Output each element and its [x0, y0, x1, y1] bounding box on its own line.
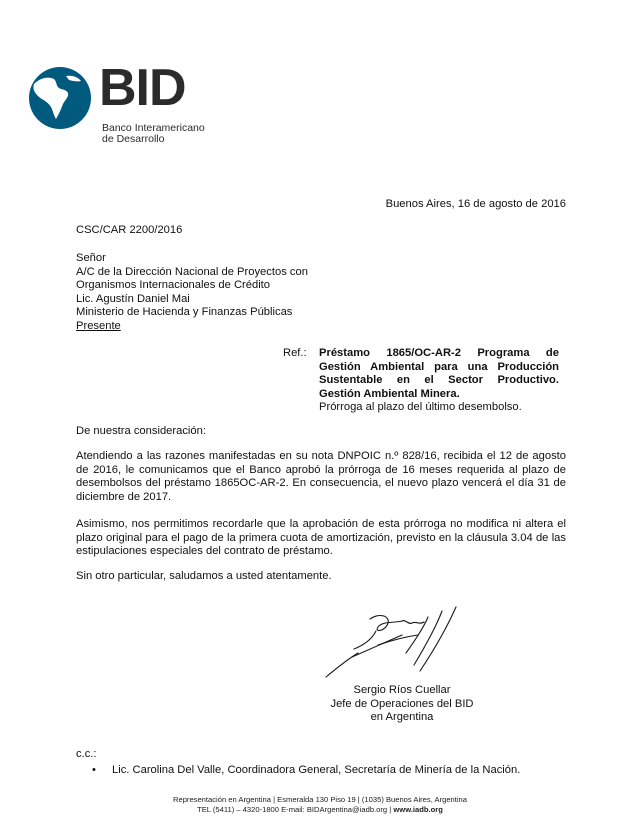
footer — [0, 795, 640, 815]
body-paragraph-1: Atendiendo a las razones manifestadas en su nota DNPOIC n.º 828/16, recibida el 12 de agosto de 2016, le comunicamos que el Banco aprobó la prórroga de 16 meses requerida al plazo de desembolsos del préstamo 1865OC-AR-2. En consecuencia, el nuevo plazo vencerá el día 31 de diciembre de 2017. — [76, 450, 566, 503]
cc-item: Lic. Carolina Del Valle, Coordinadora General, Secretaría de Minería de la Nación. — [112, 764, 521, 776]
addressee-line: A/C de la Dirección Nacional de Proyectos con — [76, 265, 308, 278]
cc-label: c.c.: — [76, 748, 97, 760]
footer-separator: | — [357, 795, 362, 804]
addressee-line: Lic. Agustín Daniel Mai — [76, 292, 190, 305]
body-paragraph-2: Asimismo, nos permitimos recordarle que la aprobación de esta prórroga no modifica ni altera el plazo original para el pago de la primera cuota de amortización, previsto en la cláusula 3.04 de las estipulaciones especiales del contrato de préstamo. — [76, 518, 566, 558]
date-line: Buenos Aires, 16 de agosto de 2016 — [385, 198, 566, 210]
reference-code: CSC/CAR 2200/2016 — [76, 224, 183, 236]
footer-line-2 — [0, 805, 640, 815]
logo-name-line2: de Desarrollo — [102, 133, 165, 145]
footer-line-1 — [0, 795, 640, 805]
addressee-line: Organismos Internacionales de Crédito — [76, 279, 271, 292]
addressee-presente: Presente — [76, 319, 121, 332]
footer-city: (1035) Buenos Aires, Argentina — [361, 795, 468, 804]
addressee-block — [76, 252, 396, 334]
ref-block — [319, 347, 559, 415]
ref-line: Sustentable en el Sector Productivo. — [319, 374, 559, 387]
signatory-location: en Argentina — [370, 711, 434, 724]
footer-separator: | — [273, 795, 278, 804]
addressee-salutation: Señor — [76, 252, 106, 264]
cc-bullet: • — [92, 764, 96, 776]
footer-website-link[interactable]: www.iadb.org — [393, 805, 443, 814]
greeting: De nuestra consideración: — [76, 425, 206, 437]
ref-subject: Prórroga al plazo del último desembolso. — [319, 401, 522, 414]
bid-globe-logo-icon — [26, 66, 94, 130]
ref-label: Ref.: — [283, 347, 307, 359]
ref-line: Préstamo 1865/OC-AR-2 Programa de — [319, 347, 559, 359]
handwritten-signature — [318, 605, 468, 683]
footer-office: Representación en Argentina — [172, 795, 271, 804]
footer-contact: TEL (5411) – 4320-1800 E-mail: BIDArgentina@iadb.org — [197, 805, 388, 814]
signatory-block — [312, 684, 492, 725]
signatory-title: Jefe de Operaciones del BID — [330, 697, 474, 710]
ref-line: Gestión Ambiental para una Producción — [319, 360, 559, 373]
footer-separator: | — [389, 805, 394, 814]
ref-line: Gestión Ambiental Minera. — [319, 387, 460, 400]
footer-street: Esmeralda 130 Piso 19 — [277, 795, 356, 804]
signatory-name: Sergio Ríos Cuellar — [353, 684, 451, 696]
letterhead — [26, 59, 226, 146]
logo-acronym: BID — [99, 59, 186, 117]
closing-line: Sin otro particular, saludamos a usted atentamente. — [76, 570, 332, 582]
logo-name-line1: Banco Interamericano — [102, 122, 205, 134]
addressee-line: Ministerio de Hacienda y Finanzas Públicas — [76, 306, 293, 319]
